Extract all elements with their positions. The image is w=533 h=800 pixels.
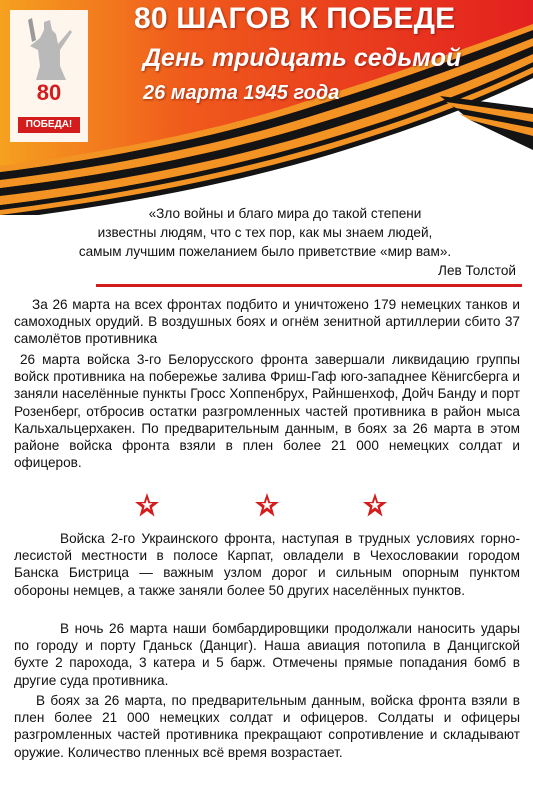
quote-divider	[96, 284, 522, 287]
paragraph: В ночь 26 марта наши бомбардировщики продолжали наносить удары по городу и порту Гданьск (Данциг). Наша авиация потопила в Данцигской бухте 2 парохода, 3 катера и 5 барж. Отмечены прямые попадания бомб в другие суда противника.	[14, 621, 520, 688]
logo-number: 80	[36, 80, 62, 105]
page-subtitle: День тридцать седьмой	[143, 44, 462, 72]
stars-divider	[0, 492, 533, 522]
red-star-icon	[134, 492, 160, 518]
page-date: 26 марта 1945 года	[143, 82, 340, 104]
paragraph: В боях за 26 марта, по предварительным данным, войска фронта взяли в плен более 21 000 немецких солдат и офицеров. Солдаты и офицеры разгромленных частей противника прекращают сопротивление и складывают оружие. Количество пленных всё время возрастает.	[14, 693, 520, 760]
quote-author: Лев Толстой	[438, 263, 516, 278]
red-star-icon	[254, 492, 280, 518]
page-title: 80 ШАГОВ К ПОБЕДЕ	[134, 2, 456, 35]
epigraph-quote	[14, 204, 516, 280]
paragraph: За 26 марта на всех фронтах подбито и уничтожено 179 немецких танков и самоходных орудий. В воздушных боях и огнём зенитной артиллерии сбито 37 самолётов противника	[14, 297, 520, 347]
paragraph: 26 марта войска 3-го Белорусского фронта завершали ликвидацию группы войск противника на побережье залива Фриш-Гаф юго-западнее Кёнигсберга и заняли населённые пункты Гросс Хоппенбрух, Райншенхоф, Дойч Банду и порт Розенберг, отбросив остатки разгромленных частей противника в район мыса Кальхальцерхакен. По предварительным данным, в боях за 26 марта в этом районе войска фронта взяли в плен более 21 000 немецких солдат и офицеров.	[14, 352, 520, 471]
header-banner	[0, 0, 533, 215]
logo-word: ПОБЕДА!	[18, 117, 80, 133]
paragraph: Войска 2-го Украинского фронта, наступая в трудных условиях горно-лесистой местности в полосе Карпат, овладели в Чехословакии городом Банска Бистрица — важным узлом дорог и сильным опорным пунктом обороны немцев, а также заняли более 50 других населённых пунктов.	[14, 531, 520, 598]
quote-line: «Зло войны и благо мира до такой степени	[148, 206, 422, 221]
quote-line: известны людям, что с тех пор, как мы знаем людей,	[97, 225, 433, 240]
red-star-icon	[362, 492, 388, 518]
quote-line: самым лучшим пожеланием было приветствие «мир вам».	[78, 244, 452, 259]
